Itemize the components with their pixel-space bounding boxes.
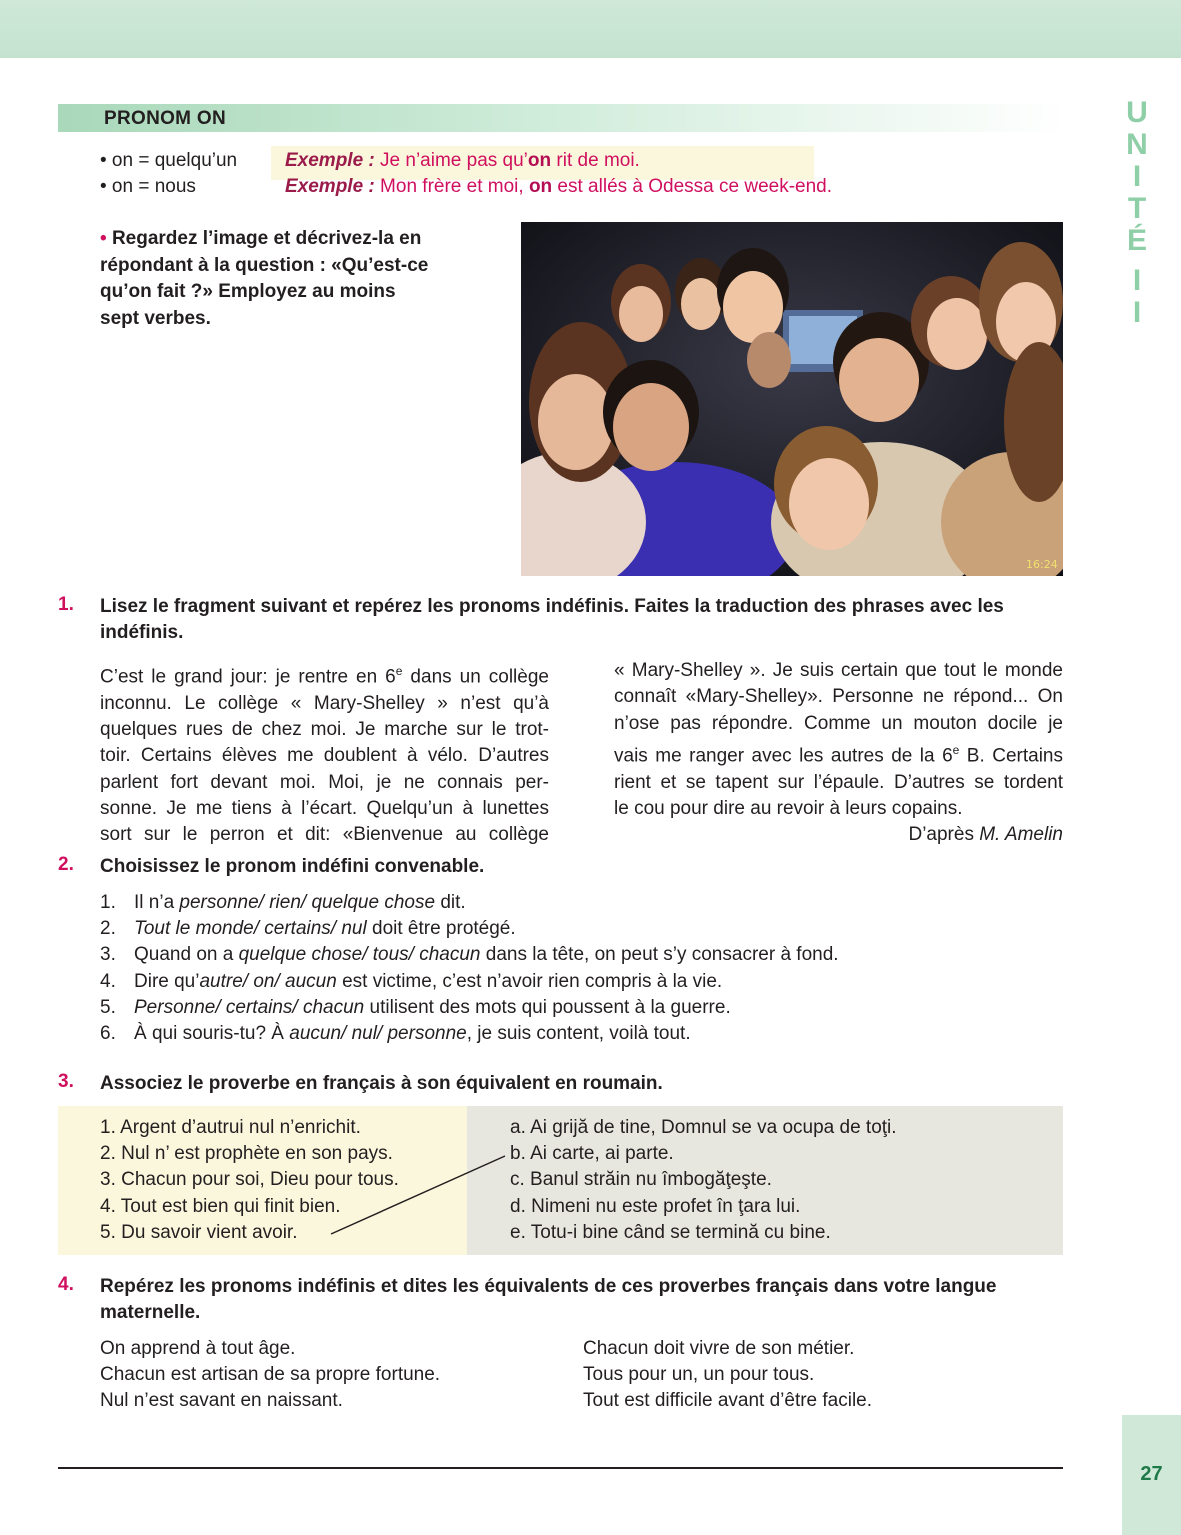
list-item: 4. Dire qu’autre/ on/ aucun est victime, c’est n’avoir rien compris à la vie. xyxy=(100,970,723,992)
exercise-4-left-list xyxy=(100,1336,440,1415)
intro-line: répondant à la question : «Qu’est-ce xyxy=(100,254,429,276)
text-line: « Mary-Shelley ». Je suis certain que tout le monde xyxy=(614,660,1063,681)
example-text-pre: Mon frère et moi, xyxy=(374,176,529,197)
proverb-item: c. Banul străin nu îmbogăţeşte. xyxy=(510,1169,772,1191)
section-title: PRONOM ON xyxy=(104,108,226,129)
text-line: n’ose pas répondre. Comme un mouton docile je xyxy=(614,712,1063,734)
definition-left-1: • on = quelqu’un xyxy=(100,150,238,171)
bullet-icon: • xyxy=(100,228,107,249)
definition-left-2: • on = nous xyxy=(100,176,196,197)
exercise-1-title-line: indéfinis. xyxy=(100,622,184,643)
exercise-2-title: Choisissez le pronom indéfini convenable. xyxy=(100,856,485,877)
page-number: 27 xyxy=(1140,1463,1163,1485)
proverb-item: Chacun est artisan de sa propre fortune. xyxy=(100,1364,441,1386)
proverb-item: Chacun doit vivre de son métier. xyxy=(583,1338,855,1359)
intro-line: Regardez l’image et décrivez-la en xyxy=(111,228,422,249)
example-label: Exemple : xyxy=(285,150,375,171)
proverb-item: Nul n’est savant en naissant. xyxy=(100,1390,343,1412)
exercise-4-title xyxy=(100,1274,1065,1326)
unit-letter: T xyxy=(1127,192,1147,225)
proverb-item: a. Ai grijă de tine, Domnul se va ocupa de toţi. xyxy=(510,1117,897,1138)
proverb-item: e. Totu-i bine când se termină cu bine. xyxy=(510,1221,831,1243)
proverb-item: 1. Argent d’autrui nul n’enrichit. xyxy=(100,1117,361,1138)
exercise-4-title-line: Repérez les pronoms indéfinis et dites les équivalents de ces proverbes français dans votre langue xyxy=(100,1276,997,1297)
unit-letter: É xyxy=(1126,224,1147,257)
text-line: vais me ranger avec les autres de la 6e B. Certains xyxy=(614,742,1063,767)
intro-line: sept verbes. xyxy=(100,307,211,329)
proverb-item: On apprend à tout âge. xyxy=(100,1338,296,1359)
example-text-post: rit de moi. xyxy=(551,150,640,171)
unit-letter: N xyxy=(1126,128,1148,161)
bottom-rule xyxy=(58,1467,1063,1469)
proverb-item: b. Ai carte, ai parte. xyxy=(510,1143,674,1165)
proverb-item: 3. Chacun pour soi, Dieu pour tous. xyxy=(100,1169,399,1191)
text-line: parlent fort devant moi. Moi, je ne connais per- xyxy=(100,771,549,793)
intro-line: qu’on fait ?» Employez au moins xyxy=(100,281,396,302)
exercise-4-title-line: maternelle. xyxy=(100,1302,201,1323)
proverb-item: Tout est difficile avant d’être facile. xyxy=(583,1390,873,1412)
exercise-1-title-line: Lisez le fragment suivant et repérez les pronoms indéfinis. Faites la traduction des phrases avec les xyxy=(100,596,1004,617)
exercise-4-number: 4. xyxy=(58,1274,74,1295)
unit-letter: I xyxy=(1132,264,1142,297)
proverb-item: 5. Du savoir vient avoir. xyxy=(100,1221,298,1243)
text-line: le cou pour dire au revoir à leurs copains. xyxy=(614,797,963,819)
exercise-2-number: 2. xyxy=(58,854,74,875)
exercise-4-right-list xyxy=(583,1336,872,1415)
exercise-1-number: 1. xyxy=(58,594,74,615)
source-attribution: D’après M. Amelin xyxy=(908,824,1063,846)
list-item: 5. Personne/ certains/ chacun utilisent des mots qui poussent à la guerre. xyxy=(100,996,731,1018)
text-line: sort sur le perron et dit: «Bienvenue au collège xyxy=(100,824,549,846)
example-highlight: on xyxy=(527,150,552,171)
text-line: inconnu. Le collège « Mary-Shelley » n’est qu’à xyxy=(100,692,549,714)
text-line: connaît «Mary-Shelley». Personne ne répond... On xyxy=(614,686,1063,708)
text-line: sonne. Je me tiens à l’écart. Quelqu’un à lunettes xyxy=(100,797,549,819)
list-item: 6. À qui souris-tu? À aucun/ nul/ personne, je suis content, voilà tout. xyxy=(100,1023,691,1045)
exercise-3-number: 3. xyxy=(58,1071,74,1092)
unit-side-label xyxy=(1122,96,1152,332)
example-text-post: est allés à Odessa ce week-end. xyxy=(552,176,833,197)
unit-letter: U xyxy=(1126,96,1148,129)
unit-letter: I xyxy=(1132,160,1142,193)
text-line: C’est le grand jour: je rentre en 6e dans un collège xyxy=(100,664,549,688)
list-item: 3. Quand on a quelque chose/ tous/ chacun dans la tête, on peut s’y consacrer à fond. xyxy=(100,944,839,966)
proverb-item: Tous pour un, un pour tous. xyxy=(583,1364,815,1386)
example-label: Exemple : xyxy=(285,176,375,197)
proverb-item: d. Nimeni nu este profet în ţara lui. xyxy=(510,1195,801,1217)
example-text-pre: Je n’aime pas qu’ xyxy=(374,150,528,171)
proverb-item: 4. Tout est bien qui finit bien. xyxy=(100,1195,341,1217)
proverb-item: 2. Nul n’ est prophète en son pays. xyxy=(100,1143,393,1165)
text-line: toir. Certains élèves me doublent à vélo. D’autres xyxy=(100,745,549,767)
text-line: quelques rues de chez moi. Je marche sur le trot- xyxy=(100,718,549,740)
text-line: rient et se tapent sur l’épaule. D’autres se tordent xyxy=(614,771,1063,793)
photo-timestamp: 16:24 xyxy=(1026,558,1058,571)
list-item: 1. Il n’a personne/ rien/ quelque chose dit. xyxy=(100,892,466,913)
exercise-3-title: Associez le proverbe en français à son équivalent en roumain. xyxy=(100,1073,663,1094)
unit-letter: I xyxy=(1132,296,1142,329)
list-item: 2. Tout le monde/ certains/ nul doit être protégé. xyxy=(100,918,516,940)
example-highlight: on xyxy=(528,176,553,197)
